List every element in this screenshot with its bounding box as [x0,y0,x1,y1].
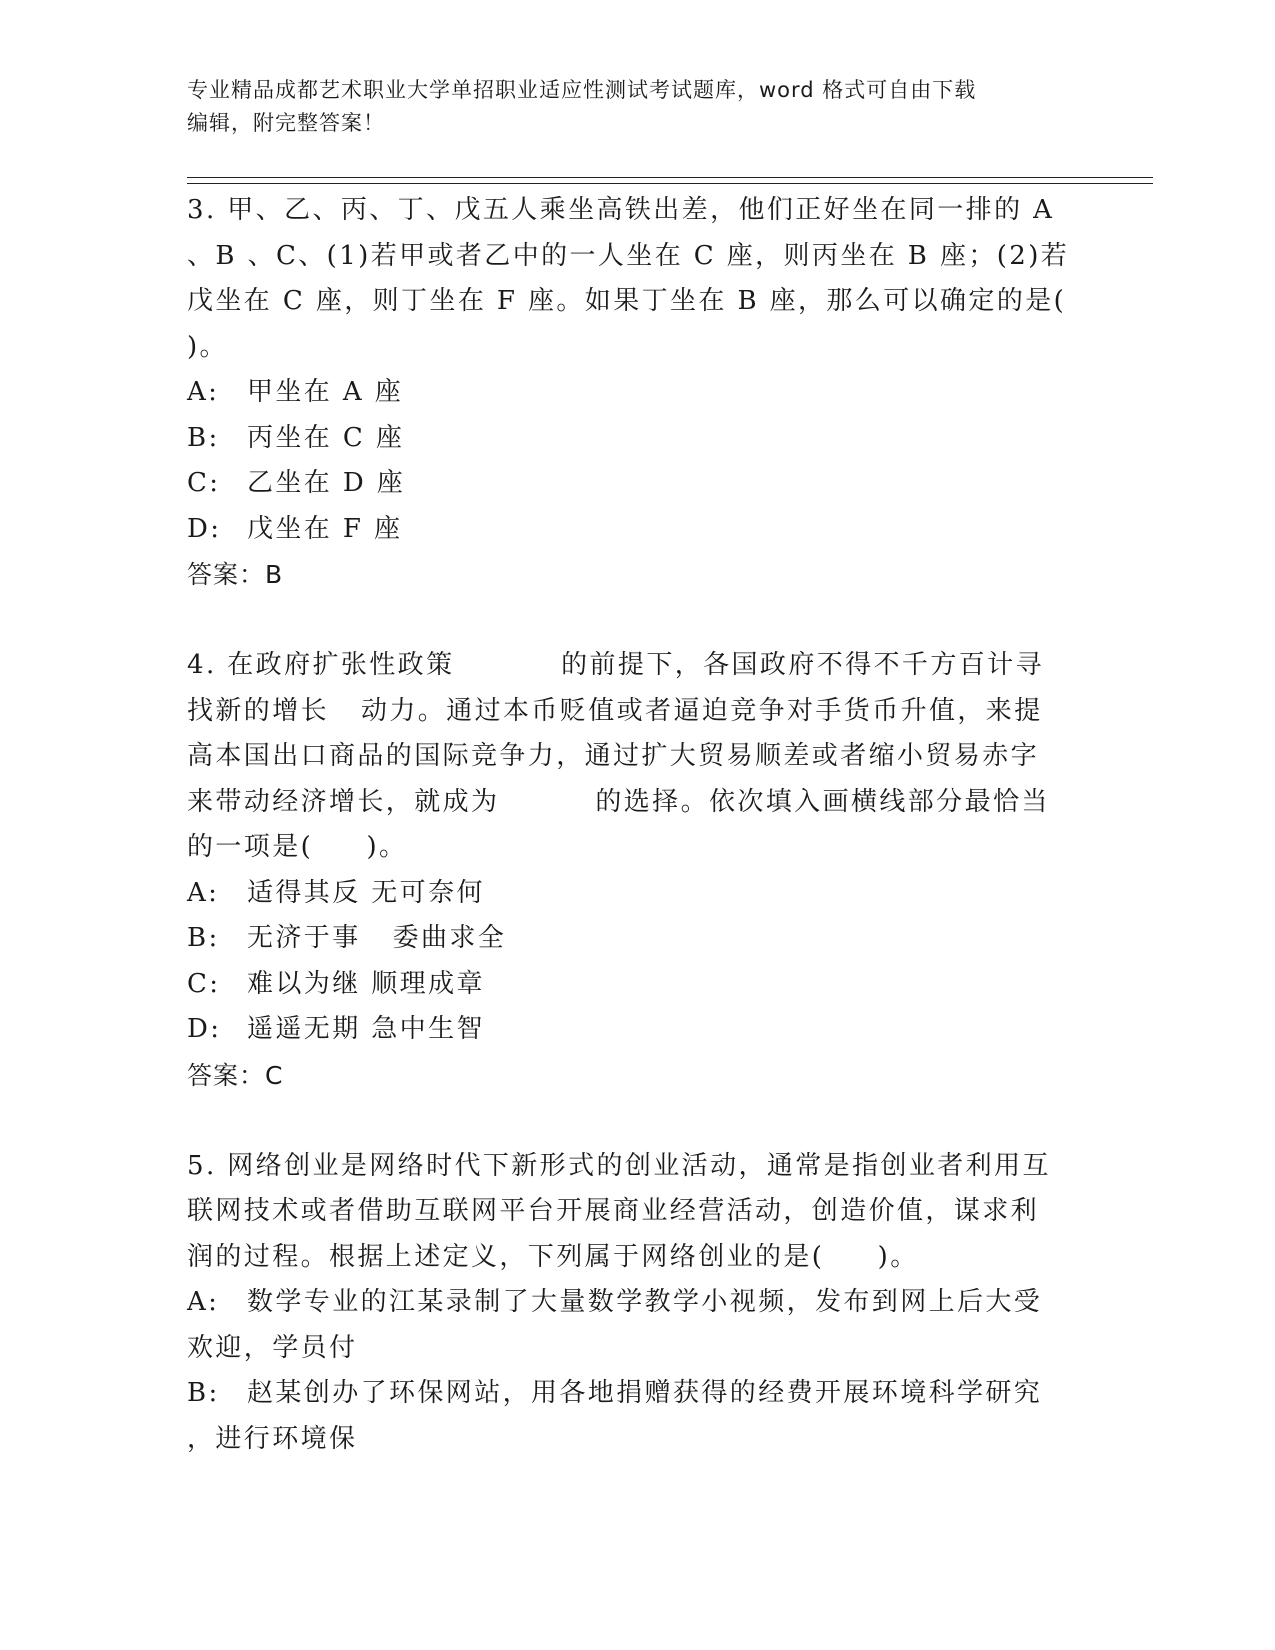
option-key: D: [187,1014,222,1044]
answer: 答案：B [187,560,284,589]
option-text: 甲坐在 A 座 [247,377,404,407]
option-text: 无济于事 委曲求全 [247,923,507,953]
option-text: 丙坐在 C 座 [247,422,405,453]
option-text: 遥遥无期 急中生智 [247,1014,485,1044]
question-text-line: )。 [187,331,228,362]
question-5 [187,1144,1067,1463]
option-d [187,507,1067,553]
question-3 [187,188,1070,600]
question-text-line: 来带动经济增长，就成为 的选择。依次填入画横线部分最恰当 [187,786,1050,817]
option-key: B: [187,422,220,453]
option-text: 赵某创办了环保网站，用各地捐赠获得的经费开展环境科学研究 [247,1378,1043,1408]
answer: 答案：C [187,1060,284,1090]
question-list [187,188,1070,1462]
question-text-line: 联网技术或者借助互联网平台开展商业经营活动，创造价值，谋求利 [187,1196,1040,1226]
header-line-1: 专业精品成都艺术职业大学单招职业适应性测试考试题库，word 格式可自由下载 [187,78,977,102]
option-text: ，进行环境保 [187,1423,358,1454]
option-key: A: [187,877,220,908]
option-key: C: [187,468,221,498]
question-text-line: 的一项是( )。 [187,832,408,862]
question-text-line: 润的过程。根据上述定义，下列属于网络创业的是( )。 [187,1241,919,1272]
document-header [187,74,1057,140]
question-text-line: 找新的增长 动力。通过本币贬值或者逼迫竞争对手货币升值，来提 [187,695,1043,726]
question-text-line: 3. 甲、乙、丙、丁、戊五人乘坐高铁出差，他们正好坐在同一排的 A [187,195,1055,225]
option-b [187,1371,1067,1417]
option-b [187,416,1067,462]
option-text: 数学专业的江某录制了大量数学教学小视频，发布到网上后大受 [247,1287,1043,1317]
option-key: A: [187,1287,220,1317]
option-a [187,1280,1067,1326]
option-text: 欢迎，学员付 [187,1332,358,1363]
option-text: 乙坐在 D 座 [247,468,406,498]
header-line-2: 编辑，附完整答案！ [187,111,385,135]
option-key: B: [187,1378,220,1408]
option-key: B: [187,923,220,953]
option-text: 戊坐在 F 座 [247,513,403,544]
option-a [187,871,1067,917]
question-text-line: 5. 网络创业是网络时代下新形式的创业活动，通常是指创业者利用互 [187,1150,1051,1181]
question-4 [187,643,1067,1101]
option-key: D: [187,513,222,544]
option-a-continued [187,1326,1067,1372]
question-text-line: 、B 、C、(1)若甲或者乙中的一人坐在 C 座，则丙坐在 B 座；(2)若 [187,240,1070,271]
header-rule-top [187,177,1153,178]
option-text: 难以为继 顺理成章 [247,968,485,999]
option-d [187,1007,1067,1053]
option-text: 适得其反 无可奈何 [247,877,485,908]
option-c [187,962,1067,1008]
question-text-line: 高本国出口商品的国际竞争力，通过扩大贸易顺差或者缩小贸易赤字 [187,741,1040,771]
option-b-continued [187,1417,1067,1463]
question-text-line: 戊坐在 C 座，则丁坐在 F 座。如果丁坐在 B 座，那么可以确定的是( [187,286,1067,316]
option-b [187,916,1067,962]
header-rule-bottom [187,183,1153,184]
question-text-line: 4. 在政府扩张性政策 的前提下，各国政府不得不千方百计寻 [187,650,1044,680]
option-key: A: [187,377,220,407]
option-a [187,370,1067,416]
option-key: C: [187,968,221,999]
option-c [187,461,1067,507]
